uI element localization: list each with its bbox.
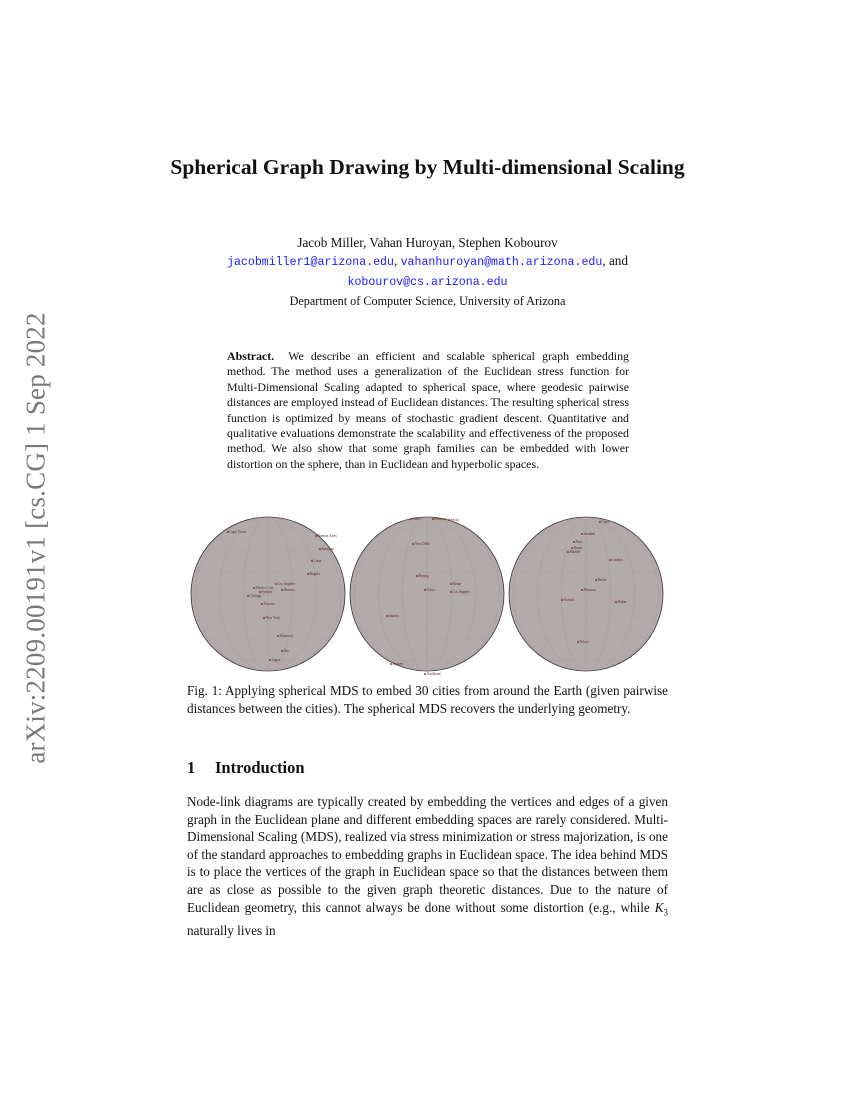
- sphere-panel-3: [509, 517, 663, 671]
- city-label: Jakarta: [388, 614, 399, 619]
- city-label: Montreal: [279, 634, 293, 639]
- intro-paragraph-text: Node-link diagrams are typically created by embedding the vertices and edges of a given graph in the Euclidean plane and different embedding spaces are rarely considered. Multi-Dimensional Scaling (MDS), realized via stress minimization or stress majorization, is one of the standard approaches to embedding graphs in Euclidean space. The idea behind MDS is to place the vertices of the graph in Euclidean space so that the distances between them are as close as possible to the given graph theoretic distances. Due to the nature of Euclidean geometry, this cannot always be done without some distortion (e.g., while: [187, 794, 668, 915]
- abstract-label: Abstract.: [227, 349, 275, 363]
- affiliation: Department of Computer Science, University of Arizona: [289, 294, 566, 308]
- figure-1: [190, 510, 665, 678]
- abstract: [227, 349, 629, 472]
- city-label: Rome: [452, 582, 462, 587]
- section-number: 1: [187, 758, 196, 777]
- math-k-subscript: 3: [663, 907, 668, 918]
- city-label: London: [611, 558, 623, 563]
- city-label: Moscow: [583, 588, 596, 593]
- email-link-kobourov[interactable]: kobourov@cs.arizona.edu: [347, 276, 508, 289]
- author-block: [150, 234, 705, 292]
- city-label: Mexico City: [255, 586, 274, 591]
- city-label: Beijing: [418, 574, 430, 579]
- sphere-panel-2: [350, 517, 504, 676]
- city-label: Dubai: [617, 600, 627, 605]
- abstract-text: We describe an efficient and scalable spherical graph embedding method. The method uses a generalization of the Euclidean stress function for Multi-Dimensional Scaling adapted to spherical space, where geodesic pairwise distances are employed instead of Euclidean distances. The resulting spherical stress function is optimized by means of stochastic gradient descent. Quantitative and qualitative evaluations demonstrate the scalability and effectiveness of the proposed method. We also show that some graph families can be embedded with lower distortion on the sphere, than in Euclidean and hyperbolic spaces.: [227, 349, 629, 471]
- body-text: [187, 793, 668, 939]
- city-label: Sydney: [392, 662, 404, 667]
- intro-paragraph: [187, 793, 668, 939]
- city-label: Paris: [575, 540, 583, 545]
- city-label: Los Angeles: [277, 582, 296, 587]
- city-label: Nairobi: [563, 598, 575, 603]
- city-label: Cairo: [412, 517, 421, 522]
- city-label: Rome: [573, 546, 583, 551]
- city-label: Cape Town: [229, 530, 246, 535]
- figure-caption: Fig. 1: Applying spherical MDS to embed 30 cities from around the Earth (given pairwise distances between the cities). The spherical MDS recovers the underlying geometry.: [187, 683, 668, 716]
- author-emails-line1: [150, 252, 705, 272]
- email-separator: , and: [602, 253, 628, 268]
- city-label: Lima: [313, 559, 322, 564]
- intro-paragraph-end: naturally lives in: [187, 922, 276, 938]
- city-label: Berlin: [597, 578, 607, 583]
- city-label: Bogota: [309, 572, 320, 577]
- city-label: Chicago: [249, 594, 262, 599]
- author-emails-line2: [150, 272, 705, 292]
- section-title: Introduction: [215, 758, 305, 777]
- math-k: K: [654, 899, 664, 915]
- city-label: Madrid: [569, 550, 581, 555]
- city-label: Sydney: [261, 590, 273, 595]
- paper-title: Spherical Graph Drawing by Multi-dimensional Scaling: [170, 155, 685, 179]
- city-label: Seoul: [450, 518, 459, 523]
- city-label: Tokyo: [579, 640, 589, 645]
- city-label: Istanbul: [583, 532, 596, 537]
- city-label: New York: [265, 616, 281, 621]
- sphere-panel-1: [191, 517, 345, 671]
- city-label: New Delhi: [414, 542, 431, 547]
- city-label: Cairo: [601, 520, 610, 525]
- author-names: Jacob Miller, Vahan Huroyan, Stephen Kobourov: [297, 235, 558, 250]
- section-heading: [187, 758, 305, 778]
- arxiv-sidebar-stamp: [10, 300, 62, 775]
- city-label: Auckland: [426, 672, 441, 677]
- email-link-huroyan[interactable]: vahanhuroyan@math.arizona.edu: [400, 256, 603, 269]
- city-label: Toronto: [263, 602, 275, 607]
- city-label: Moscow: [434, 517, 447, 522]
- city-label: Havana: [283, 588, 295, 593]
- city-label: Los Angeles: [452, 590, 471, 595]
- city-label: Rio: [283, 649, 289, 654]
- arxiv-id: arXiv:2209.00191v1 [cs.CG] 1 Sep 2022: [20, 311, 51, 764]
- sphere-embeddings-figure: [190, 510, 665, 678]
- email-link-miller[interactable]: jacobmiller1@arizona.edu: [227, 256, 394, 269]
- email-separator: ,: [393, 253, 401, 268]
- city-label: Tokyo: [426, 588, 436, 593]
- city-label: Buenos Aires: [317, 534, 337, 539]
- city-label: Santiago: [321, 547, 335, 552]
- city-label: Lagos: [271, 658, 281, 663]
